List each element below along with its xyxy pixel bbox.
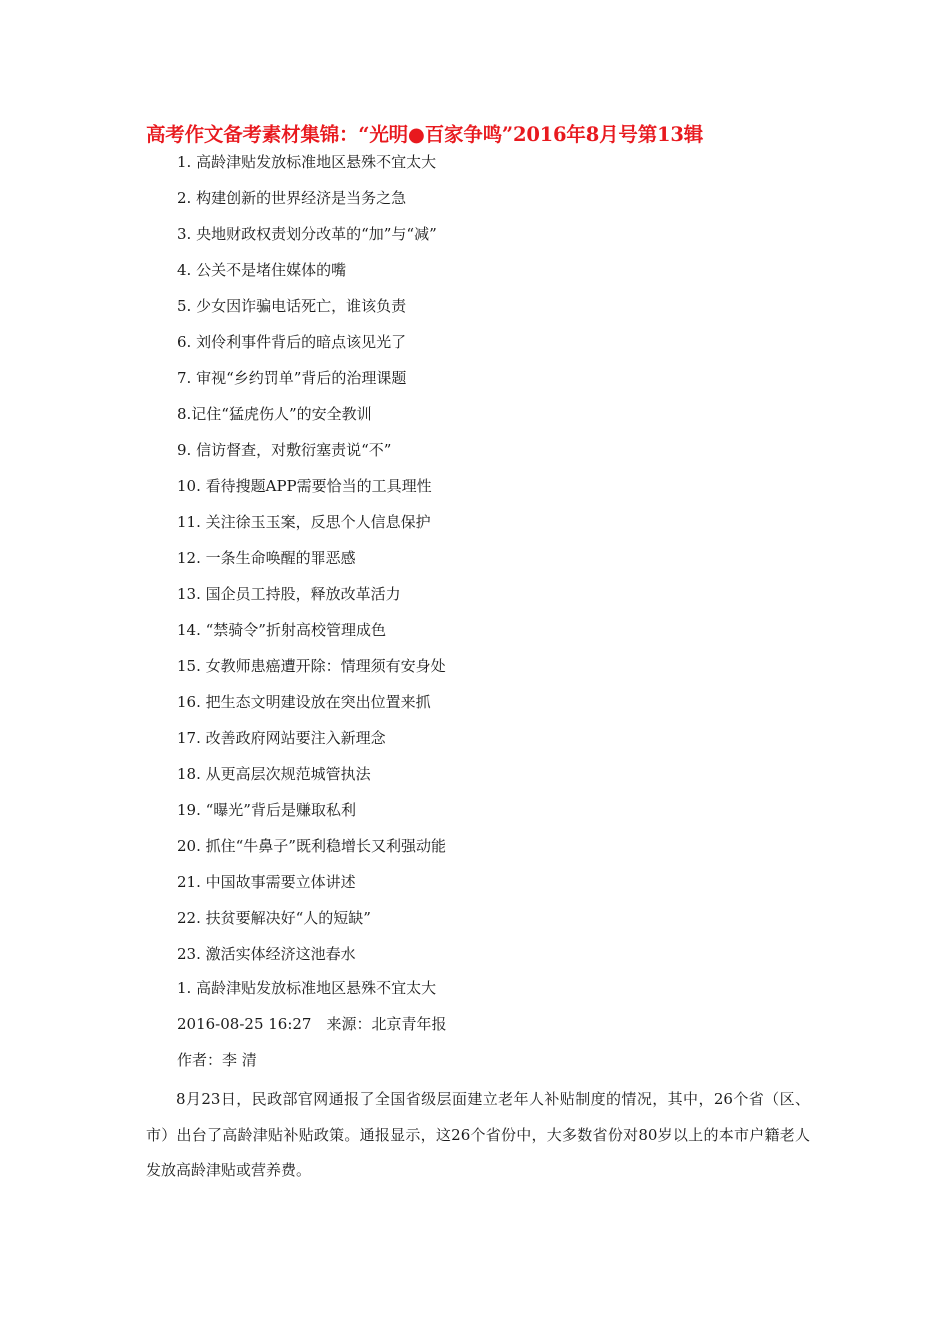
toc-item: 17. 改善政府网站要注入新理念 <box>177 729 386 747</box>
toc-item: 19. “曝光”背后是赚取私利 <box>177 801 356 819</box>
toc-item: 5. 少女因诈骗电话死亡，谁该负责 <box>177 297 407 315</box>
toc-item: 10. 看待搜题APP需要恰当的工具理性 <box>177 477 432 495</box>
toc-item: 12. 一条生命唤醒的罪恶感 <box>177 549 356 567</box>
toc-item: 18. 从更高层次规范城管执法 <box>177 765 371 783</box>
toc-item: 1. 高龄津贴发放标准地区悬殊不宜太大 <box>177 153 437 171</box>
toc-item: 20. 抓住“牛鼻子”既利稳增长又利强动能 <box>177 837 446 855</box>
document-title: 高考作文备考素材集锦：“光明●百家争鸣”2016年8月号第13辑 <box>146 123 704 146</box>
toc-item: 11. 关注徐玉玉案，反思个人信息保护 <box>177 513 431 531</box>
toc-item: 21. 中国故事需要立体讲述 <box>177 873 356 891</box>
article-author: 作者：李 清 <box>177 1051 257 1069</box>
article-heading: 1. 高龄津贴发放标准地区悬殊不宜太大 <box>177 979 437 997</box>
toc-item: 3. 央地财政权责划分改革的“加”与“减” <box>177 225 437 243</box>
toc-item: 14. “禁骑令”折射高校管理成色 <box>177 621 386 639</box>
toc-item: 8.记住“猛虎伤人”的安全教训 <box>177 405 372 423</box>
article-paragraph: 8月23日，民政部官网通报了全国省级层面建立老年人补贴制度的情况，其中，26个省（区、市）出台了高龄津贴补贴政策。通报显示，这26个省份中，大多数省份对80岁以上的本市户籍老人发放高龄津贴或营养费。 <box>146 1090 810 1179</box>
toc-item: 15. 女教师患癌遭开除：情理须有安身处 <box>177 657 446 675</box>
toc-item: 23. 激活实体经济这池春水 <box>177 945 356 963</box>
article-meta: 2016-08-25 16:27 来源：北京青年报 <box>177 1015 447 1033</box>
toc-item: 9. 信访督查，对敷衍塞责说“不” <box>177 441 392 459</box>
toc-item: 22. 扶贫要解决好“人的短缺” <box>177 909 371 927</box>
toc-item: 16. 把生态文明建设放在突出位置来抓 <box>177 693 431 711</box>
toc-item: 7. 审视“乡约罚单”背后的治理课题 <box>177 369 407 387</box>
toc-item: 6. 刘伶利事件背后的暗点该见光了 <box>177 333 407 351</box>
toc-item: 4. 公关不是堵住媒体的嘴 <box>177 261 347 279</box>
table-of-contents <box>177 148 446 976</box>
article-header <box>177 974 817 1082</box>
toc-item: 13. 国企员工持股，释放改革活力 <box>177 585 401 603</box>
toc-item: 2. 构建创新的世界经济是当务之急 <box>177 189 407 207</box>
